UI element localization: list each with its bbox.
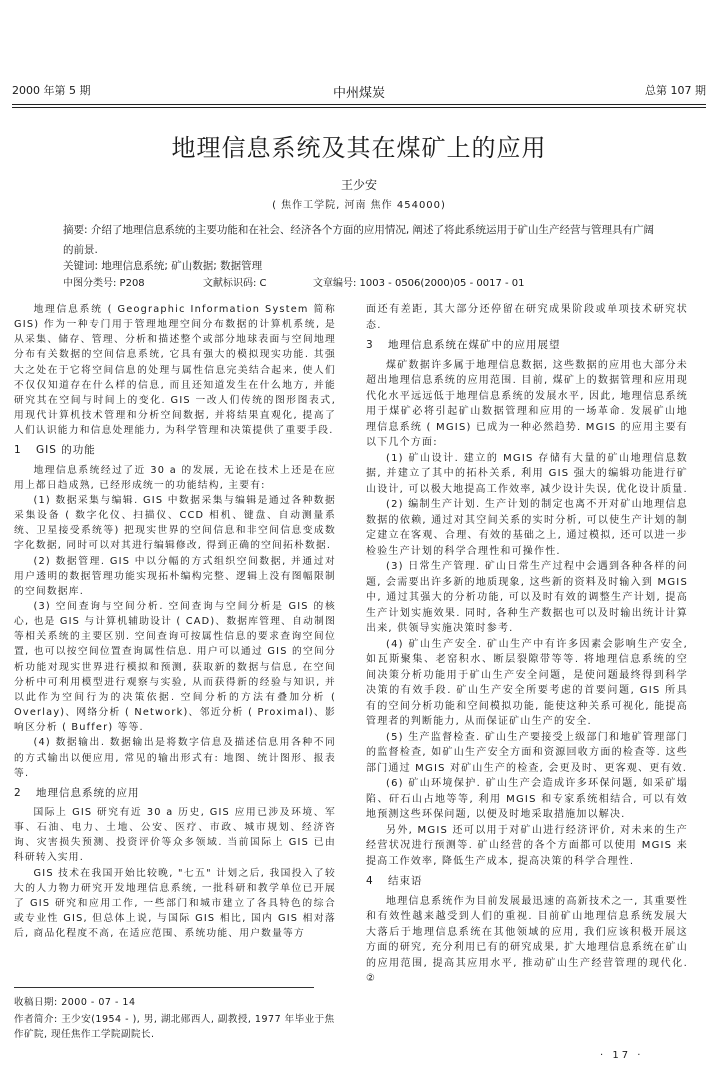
paragraph: 煤矿数据许多属于地理信息数据, 这些数据的应用也大部分未超出地理信息系统的应用范围. 目前, 煤矿上的数据管理和应用现代化水平远远低于地理信息系统的发展水平, 因此, 地理信息系统用于煤矿必将引起矿山数据管理和应用的一场革命. 发展矿山地理信息系统 ( MGIS) 已成为一种必然趋势. MGIS 的应用主要有以下几个方面:	[366, 359, 688, 448]
running-header	[12, 82, 706, 104]
paragraph: GIS 技术在我国开始比较晚, "七五" 计划之后, 我国投入了较大的人力物力研究开发地理信息系统, 一批科研和教学单位已开展了 GIS 研究和应用工作, 一些部门和城市建立了各具特色的综合或专业性 GIS, 但总体上说, 与国际 GIS 相比, 国内 GIS 相对落后, 商品化程度不高, 在适应范围、系统功能、用户数量等方	[14, 867, 336, 940]
section-2-heading: 2 地理信息系统的应用	[14, 786, 140, 799]
paragraph: (1) 数据采集与编辑. GIS 中数据采集与编辑是通过各种数据采集设备 ( 数字化仪、扫描仪、CCD 相机、键盘、自动测量系统、卫星接受系统等) 把现实世界的空间信息和非空间信息变成数字化数据, 同时可以对其进行编辑修改, 得到正确的空间拓朴数据.	[14, 494, 336, 552]
classification-line	[63, 274, 655, 292]
left-column	[14, 302, 336, 941]
total-issue-label: 总第 107 期	[645, 84, 706, 97]
paragraph: (5) 生产监督检查. 矿山生产要接受上级部门和地矿管理部门的监督检查, 如矿山生产安全方面和资源回收方面的检查等. 这些部门通过 MGIS 对矿山生产的检查, 会更及时、更客观、更有效.	[366, 731, 688, 774]
intro-paragraph: 地理信息系统 ( Geographic Information System 简称 GIS) 作为一种专门用于管理地理空间分布数据的计算机系统, 是从采集、储存、管理、分析和描述整个或部分地球表面与空间地理分布有关数据的空间信息系统, 它具有强大的模拟现实功能. 其强大之处在于它将空间信息的处理与属性信息完美结合起来, 使人们不仅仅知道存在什么样的信息, 而且还知道发生在什么地方, 并能研究其在空间与时间上的变化. GIS 一改人们传统的图形图表式, 用现代计算机技术管理和分析空间数据, 并将结果直观化, 提高了人们认识能力和信息处理能力, 为科学管理和决策提供了重要手段.	[14, 304, 336, 437]
page-number: · 17 ·	[600, 1050, 644, 1061]
document-code: 文献标识码: C	[203, 278, 267, 289]
section-4-heading: 4 结束语	[366, 875, 423, 887]
section-3-heading: 3 地理信息系统在煤矿中的应用展望	[366, 339, 561, 351]
abstract: 摘要: 介绍了地理信息系统的主要功能和在社会、经济各个方面的应用情况, 阐述了将此系统运用于矿山生产经营与管理具有广阔的前景.	[63, 224, 655, 256]
paragraph: 地理信息系统作为目前发展最迅速的高新技术之一, 其重要性和有效性越来越受到人们的重视. 目前矿山地理信息系统发展大大落后于地理信息系统在其他领域的应用, 我们应该积极开展这方面的研究, 充分利用已有的研究成果, 扩大地理信息系统在矿山的应用范围, 提高其应用水平, 推动矿山生产经营管理的现代化. ②	[366, 895, 688, 984]
article-number: 文章编号: 1003 - 0506(2000)05 - 0017 - 01	[313, 278, 525, 289]
journal-name: 中州煤炭	[332, 86, 385, 101]
header-rule-bottom	[12, 107, 706, 108]
paragraph: (3) 空间查询与空间分析. 空间查询与空间分析是 GIS 的核心, 也是 GIS 与计算机辅助设计 ( CAD)、数据库管理、自动制图等相关系统的主要区别. 空间查询可按属性信息的要求查询空间位置, 也可以按空间位置查询属性信息. 用户可以通过 GIS 的空间分析功能对现实世界进行模拟和预测, 获取新的数据与信息, 在空间分析中可利用模型进行观察与实验, 从而获得新的经验与知识, 并以此作为空间行为的决策依据. 空间分析的方法有叠加分析 ( Overlay)、网络分析 ( Network)、邻近分析 ( Proximal)、影响区分析 ( Buffer) 等等.	[14, 600, 336, 734]
section-1-heading: 1 GIS 的功能	[14, 444, 96, 457]
paragraph: (1) 矿山设计. 建立的 MGIS 存储有大量的矿山地理信息数据, 并建立了其中的拓朴关系, 利用 GIS 强大的编辑功能进行矿山设计, 可以极大地提高工作效率, 减少设计失误, 优化设计质量.	[366, 452, 688, 495]
issue-label: 2000 年第 5 期	[12, 84, 91, 97]
paragraph: 地理信息系统经过了近 30 a 的发展, 无论在技术上还是在应用上都日趋成熟, 已经形成统一的功能结构, 主要有:	[14, 464, 336, 491]
received-date: 收稿日期: 2000 - 07 - 14	[14, 997, 136, 1008]
paragraph: (2) 数据管理. GIS 中以分幅的方式组织空间数据, 并通过对用户透明的数据管理功能实现拓朴编构完整、逻辑上没有图幅限制的空间数据库.	[14, 555, 336, 597]
header-rule-top	[12, 104, 706, 105]
paragraph: (3) 日常生产管理. 矿山日常生产过程中会遇到各种各样的问题, 会需要出许多新的地质现象, 这些新的资料及时输入到 MGIS 中, 通过其强大的分析功能, 可以及时有效的调整生产计划, 提高生产计划实施效果. 同时, 各种生产数据也可以及时输出统计计算出来, 供领导实施决策时参考.	[366, 561, 688, 634]
footnote-rule	[14, 987, 314, 988]
author-bio: 作者简介: 王少安(1954 - ), 男, 湖北郧西人, 副教授, 1977 年毕业于焦作矿院, 现任焦作工学院副院长.	[14, 1014, 335, 1040]
paragraph: (4) 数据输出. 数据输出是将数字信息及描述信息用各种不同的方式输出以便应用, 常见的输出形式有: 地图、统计图形、报表等.	[14, 737, 336, 779]
article-title: 地理信息系统及其在煤矿上的应用	[171, 134, 547, 162]
paragraph: 面还有差距, 其大部分还停留在研究成果阶段或单项技术研究状态.	[366, 304, 688, 331]
author: 王少安	[340, 178, 377, 192]
paragraph: (4) 矿山生产安全. 矿山生产中有许多因素会影响生产安全, 如瓦斯聚集、老窑积水、断层裂隙带等等. 将地理信息系统的空间决策分析功能用于矿山生产安全问题，是使问题最终得到科学决策的有效手段. 矿山生产安全所要考虑的首要问题, GIS 所具有的空间分析功能和空间模拟功能, 能使这种关系可视化, 能提高管理者的判断能力, 从而保证矿山生产的安全.	[366, 638, 688, 727]
keywords: 关键词: 地理信息系统; 矿山数据; 数据管理	[63, 260, 263, 272]
clc-number: 中图分类号: P208	[63, 278, 145, 289]
paragraph: (6) 矿山环境保护. 矿山生产会造成许多环保问题, 如采矿塌陷、矸石山占地等等, 利用 MGIS 和专家系统相结合, 可以有效地预测这些环保问题, 以便及时地采取措施加以解决.	[366, 778, 688, 820]
affiliation: ( 焦作工学院, 河南 焦作 454000)	[272, 200, 446, 211]
paragraph: (2) 编制生产计划. 生产计划的制定也离不开对矿山地理信息数据的依赖, 通过对其空间关系的实时分析, 可以使生产计划的制定建立在客观、合理、有效的基础之上, 通过模拟, 还可以进一步检验生产计划的科学合理性和可操作性.	[366, 499, 688, 557]
paragraph: 另外, MGIS 还可以用于对矿山进行经济评价, 对未来的生产经营状况进行预测等. 矿山经营的各个方面都可以使用 MGIS 来提高工作效率, 降低生产成本, 提高决策的科学合理性.	[366, 824, 688, 867]
right-column	[366, 302, 688, 987]
paragraph: 国际上 GIS 研究有近 30 a 历史, GIS 应用已涉及环境、军事、石油、电力、土地、公安、医疗、市政、城市规划、经济咨询、灾害损失预测、投资评价等众多领域. 当前国际上 GIS 已由科研转入实用.	[14, 807, 336, 864]
